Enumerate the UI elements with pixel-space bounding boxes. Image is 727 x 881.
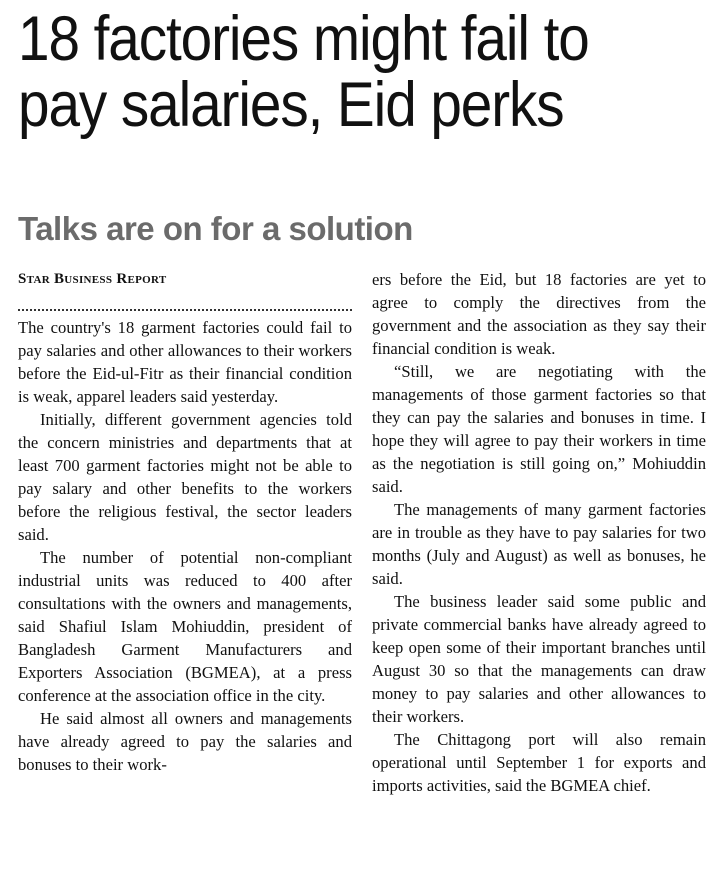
paragraph: Initially, different government agencies told the concern ministries and departments that at least 700 garment factories might not be able to pay salary and other benefits to the workers before the religious festival, the sector leaders said.	[18, 410, 352, 544]
paragraph: ers before the Eid, but 18 factories are yet to agree to comply the directives from the government and the association as they say their financial condition is weak.	[372, 270, 706, 358]
paragraph: The country's 18 garment factories could fail to pay salaries and other allowances to their workers before the Eid-ul-Fitr as their financial condition is weak, apparel leaders said yesterday.	[18, 318, 352, 406]
paragraph: The Chittagong port will also remain operational until September 1 for exports and imports activities, said the BGMEA chief.	[372, 730, 706, 795]
subheadline: Talks are on for a solution	[18, 210, 413, 247]
paragraph: He said almost all owners and managements have already agreed to pay the salaries and bonuses to their work-	[18, 709, 352, 774]
right-column	[372, 268, 706, 797]
paragraph: The managements of many garment factories are in trouble as they have to pay salaries for two months (July and August) as well as bonuses, he said.	[372, 500, 706, 588]
paragraph: The number of potential non-compliant industrial units was reduced to 400 after consultations with the owners and managements, said Shafiul Islam Mohiuddin, president of Bangladesh Garment Manufacturers and Exporters Association (BGMEA), at a press conference at the association office in the city.	[18, 548, 352, 705]
paragraph: The business leader said some public and private commercial banks have already agreed to keep open some of their important branches until August 30 so that the managements can draw money to pay salaries and other allowances to their workers.	[372, 592, 706, 726]
byline: Star Business Report	[18, 271, 167, 287]
paragraph: “Still, we are negotiating with the managements of those garment factories so that they can pay the salaries and bonuses in time. I hope they will agree to pay their workers in time as the negotiation is still going on,” Mohiuddin said.	[372, 362, 706, 496]
headline: 18 factories might fail to pay salaries, Eid perks	[18, 4, 589, 140]
left-column	[18, 268, 352, 776]
dotted-divider	[18, 299, 352, 311]
